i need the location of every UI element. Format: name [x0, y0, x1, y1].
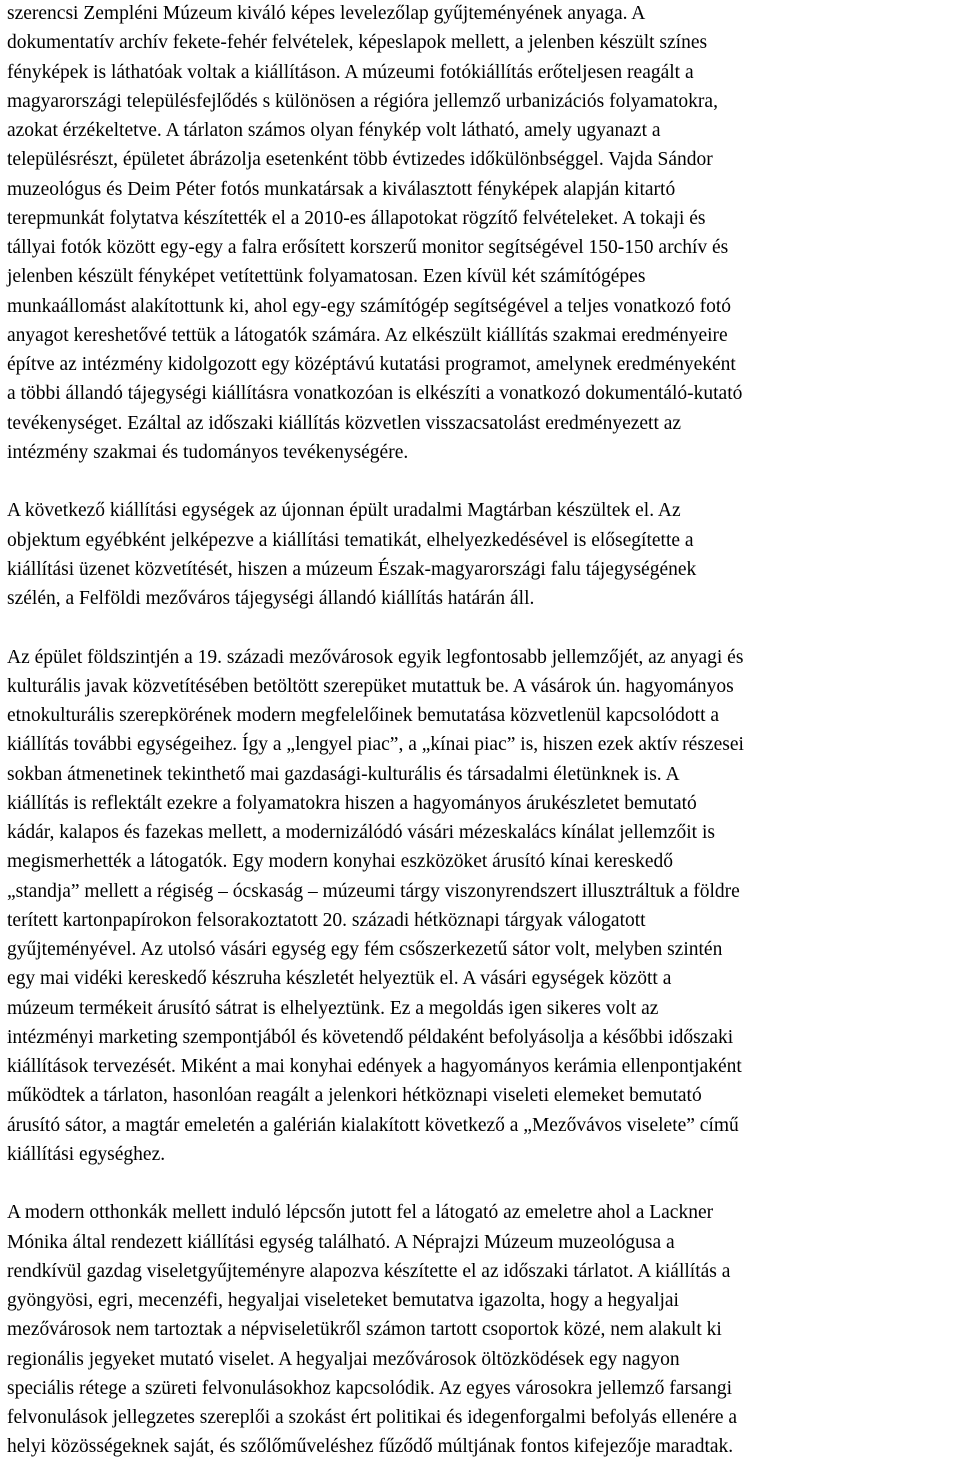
text-line: dokumentatív archív fekete-fehér felvételek, képeslapok mellett, a jelenben készült színes	[7, 32, 708, 54]
text-line: magyarországi településfejlődés s különösen a régióra jellemző urbanizációs folyamatokra,	[7, 90, 718, 112]
paragraph-4	[7, 1198, 955, 1461]
text-line: objektum egyébként jelképezve a kiállítási tematikát, elhelyezkedésével is elősegítette a	[7, 529, 694, 551]
paragraph-1	[7, 0, 955, 467]
text-line: szerencsi Zempléni Múzeum kiváló képes levelezőlap gyűjteményének anyaga. A	[7, 3, 646, 24]
text-line: felvonulások jellegzetes szereplői a szokást ért politikai és idegenforgalmi befolyás ellenére a	[7, 1407, 738, 1428]
text-line: a többi állandó tájegységi kiállításra vonatkozóan is elkészíti a vonatkozó dokumentáló-kutató	[7, 383, 743, 405]
text-line: Mónika által rendezett kiállítási egység található. A Néprajzi Múzeum muzeológusa a	[7, 1231, 675, 1253]
text-line: intézmény szakmai és tudományos tevékenységére.	[7, 441, 409, 463]
paragraph-3	[7, 643, 955, 1170]
text-line: működtek a tárlaton, hasonlóan reagált a jelenkori hétköznapi viseleti elemeket bemutató	[7, 1085, 702, 1107]
text-line: kádár, kalapos és fazekas mellett, a modernizálódó vásári mézeskalács kínálat jellemzőit is	[7, 822, 715, 843]
text-line: speciális rétege a szüreti felvonulásokhoz kapcsolódik. Az egyes városokra jellemző farsangi	[7, 1377, 733, 1399]
text-line: kiállítási egységhez.	[7, 1143, 166, 1165]
text-line: rendkívül gazdag viseletgyűjteményre alapozva készítette el az időszaki tárlatot. A kiállítás a	[7, 1260, 731, 1282]
text-line: építve az intézmény kidolgozott egy középtávú kutatási programot, amelynek eredményeként	[7, 354, 736, 375]
text-line: kiállítások tervezését. Miként a mai konyhai edények a hagyományos kerámia ellenpontjaként	[7, 1056, 742, 1077]
text-line: intézményi marketing szempontjából és követendő példaként befolyásolja a későbbi időszaki	[7, 1026, 734, 1048]
text-line: sokban átmenetinek tekinthető mai gazdasági-kulturális és társadalmi életünknek is. A	[7, 763, 680, 785]
paragraph-2	[7, 496, 955, 613]
text-line: tevékenységet. Ezáltal az időszaki kiállítás közvetlen visszacsatolást eredményezett az	[7, 412, 682, 434]
text-line: településrészt, épületet ábrázolja esetenként több évtizedes időkülönbséggel. Vajda Sándor	[7, 149, 713, 171]
text-line: fényképek is láthatóak voltak a kiállításon. A múzeumi fotókiállítás erőteljesen reagált a	[7, 61, 694, 83]
text-line: anyagot kereshetővé tettük a látogatók számára. Az elkészült kiállítás szakmai eredményeire	[7, 324, 728, 346]
text-line: terepmunkát folytatva készítették el a 2010-es állapotokat rögzítő felvételeket. A tokaji és	[7, 207, 706, 229]
text-line: gyűjteményével. Az utolsó vásári egység egy fém csőszerkezetű sátor volt, melyben szintén	[7, 939, 723, 960]
text-line: „standja” mellett a régiség – ócskaság – múzeumi tárgy viszonyrendszert illusztráltuk a földre	[7, 880, 740, 902]
text-line: múzeum termékeit árusító sátrat is elhelyeztünk. Ez a megoldás igen sikeres volt az	[7, 997, 659, 1019]
text-line: mezővárosok nem tartoztak a népviseletükről számon tartott csoportok közé, nem alakult ki	[7, 1319, 722, 1341]
text-line: tállyai fotók között egy-egy a falra erősített korszerű monitor segítségével 150-150 archív és	[7, 237, 729, 258]
text-line: árusító sátor, a magtár emeletén a galérián kialakított következő a „Mezővávos viselete” című	[7, 1114, 739, 1136]
text-line: A modern otthonkák mellett induló lépcsőn jutott fel a látogató az emeletre ahol a Lackner	[7, 1202, 714, 1224]
text-line: etnokulturális szerepkörének modern megfelelőinek bemutatása közvetlenül kapcsolódott a	[7, 705, 720, 726]
text-line: jelenben készült fényképet vetítettünk folyamatosan. Ezen kívül két számítógépes	[7, 266, 646, 288]
text-line: kiállítási üzenet közvetítését, hiszen a múzeum Észak-magyarországi falu tájegységének	[7, 558, 697, 580]
text-line: egy mai vidéki kereskedő készruha készletét helyeztük el. A vásári egységek között a	[7, 968, 672, 990]
text-line: megismerhették a látogatók. Egy modern konyhai eszközöket árusító kínai kereskedő	[7, 851, 674, 873]
text-line: Az épület földszintjén a 19. századi mezővárosok egyik legfontosabb jellemzőjét, az anyagi és	[7, 646, 744, 668]
text-line: muzeológus és Deim Péter fotós munkatársak a kiválasztott fényképek alapján kitartó	[7, 178, 676, 200]
text-line: helyi közösségeknek saját, és szőlőműveléshez fűződő múltjának fontos kifejezője maradtak.	[7, 1436, 734, 1458]
text-line: gyöngyösi, egri, mecenzéfi, hegyaljai viseleteket bemutatva igazolta, hogy a hegyaljai	[7, 1290, 679, 1311]
text-line: terített kartonpapírokon felsorakoztatott 20. századi hétköznapi tárgyak válogatott	[7, 909, 646, 931]
text-line: azokat érzékeltetve. A tárlaton számos olyan fénykép volt látható, amely ugyanazt a	[7, 120, 661, 141]
text-line: kiállítás további egységeihez. Így a „lengyel piac”, a „kínai piac” is, hiszen ezek aktív részesei	[7, 734, 744, 756]
document-page	[7, 0, 955, 1462]
text-line: kiállítás is reflektált ezekre a folyamatokra hiszen a hagyományos árukészletet bemutató	[7, 792, 697, 814]
text-line: regionális jegyeket mutató viselet. A hegyaljai mezővárosok öltözködések egy nagyon	[7, 1348, 680, 1370]
text-line: kulturális javak közvetítésében betöltött szerepüket mutattuk be. A vásárok ún. hagyományos	[7, 675, 734, 697]
text-line: A következő kiállítási egységek az újonnan épült uradalmi Magtárban készültek el. Az	[7, 500, 681, 522]
text-line: munkaállomást alakítottunk ki, ahol egy-egy számítógép segítségével a teljes vonatkozó fotó	[7, 295, 732, 317]
text-line: szélén, a Felföldi mezőváros tájegységi állandó kiállítás határán áll.	[7, 588, 535, 609]
